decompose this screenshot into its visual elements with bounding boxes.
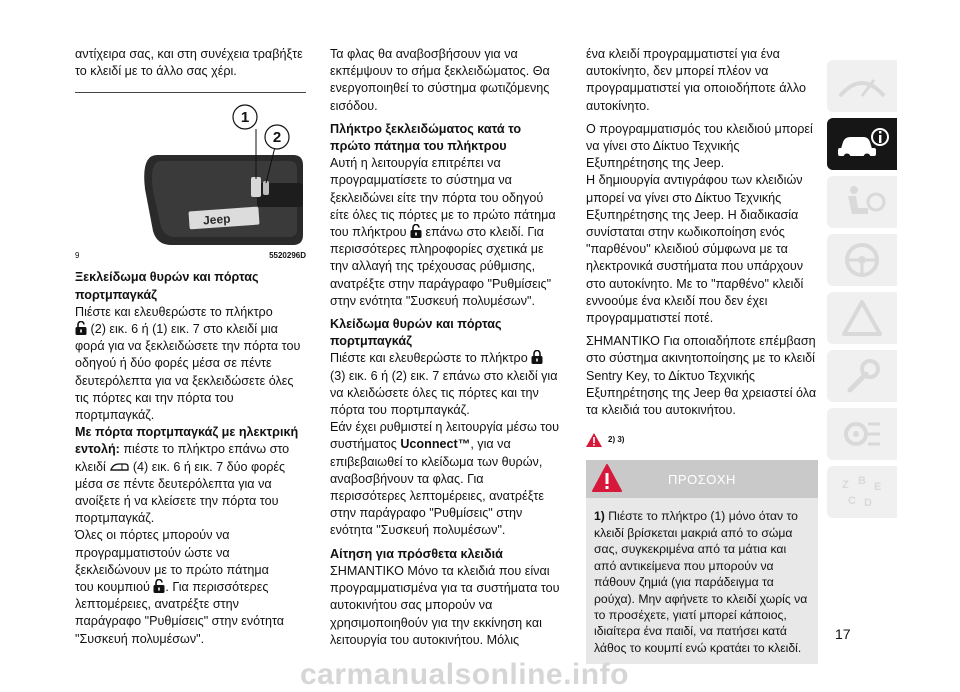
divider [75, 92, 306, 93]
index-letter: D [864, 497, 872, 509]
tab-seat-safety[interactable] [827, 176, 897, 228]
sentry-key-paragraph: ΣΗΜΑΝΤΙΚΟ Για οποιαδήποτε επέμβαση στο σύστημα ακινητοποίησης με το κλειδί Sentry Key, το Δίκτυο Τεχνικής Εξυπηρέτησης της Jeep θα χρειαστεί όλα τα κλειδιά του αυτοκινήτου. [586, 334, 817, 418]
warning-references: 2) 3) [586, 431, 818, 448]
first-press-paragraph: Αυτή η λειτουργία επιτρέπει να προγραμματίσετε το σύστημα να ξεκλειδώνει είτε την πόρτα του οδηγού είτε όλες τις πόρτες με το πρώτο πάτημα του πλήκτρου επάνω στο κλειδί. Για περισσότερες πληροφορίες σχετικά με την αλλαγή της τρέχουσας ρύθμισης, ανατρέξτε στην παράγραφο "Ρυθμίσεις" στην ενότητα "Συσκευή πολυμέσων". [330, 156, 556, 308]
warning-header [586, 460, 818, 498]
key-duplication-paragraph: Η δημιουργία αντιγράφου των κλειδιών μπορεί να γίνει στο Δίκτυο Τεχνικής Εξυπηρέτησης της Jeep. Η διαδικασία συνίσταται στην κωδικοποίηση ενός "παρθένου" κλειδιού σύμφωνα με τα ηλεκτρονικά συστήματα που υπάρχουν στο αυτοκίνητο. Με το "παρθένο" κλειδί εννοούμε ένα κλειδί που δεν έχει προγραμματιστεί ποτέ. [586, 173, 804, 326]
index-letter: E [874, 481, 882, 493]
liftgate-button-icon [109, 462, 129, 472]
index-letter: C [848, 495, 856, 507]
technical-data-icon [834, 414, 890, 454]
key-programming-paragraph: Ο προγραμματισμός του κλειδιού μπορεί να γίνει στο Δίκτυο Τεχνικής Εξυπηρέτησης της Jeep. [586, 121, 813, 171]
watermark: carmanualsonline.info [300, 658, 629, 691]
tab-dashboard[interactable] [827, 60, 897, 112]
warning-triangle-icon [592, 464, 622, 492]
tab-emergency[interactable] [827, 292, 897, 344]
warning-title: ΠΡΟΣΟΧΗ [668, 471, 736, 487]
figure-code: 5520296D [269, 251, 306, 261]
uconnect-paragraph: Εάν έχει ρυθμιστεί η λειτουργία μέσω του συστήματος Uconnect™, για να επιβεβαιωθεί το κλείδωμα των θυρών, αναβοσβήνουν τα φλας. Για περισσότερες λεπτομέρειες, ανατρέξτε στην παράγραφο "Ρυθμίσεις" στην ενότητα "Συσκευή πολυμέσων". [330, 420, 559, 538]
page-number: 17 [835, 626, 851, 642]
seat-safety-icon [834, 182, 890, 222]
column-2 [330, 46, 562, 649]
column-1 [75, 46, 306, 648]
tab-steering[interactable] [827, 234, 897, 286]
callout-2: 2 [272, 129, 282, 147]
tab-car-info[interactable] [827, 118, 897, 170]
unlock-icon [410, 224, 422, 238]
tab-index[interactable] [827, 466, 897, 518]
heading-first-press: Πλήκτρο ξεκλειδώματος κατά το πρώτο πάτημα του πλήκτρου [330, 121, 522, 154]
important-paragraph: ΣΗΜΑΝΤΙΚΟ Μόνο τα κλειδιά που είναι προγραμματισμένα για τα συστήματα του αυτοκινήτου σας μπορούν να χρησιμοποιηθούν για την εκκίνηση και λειτουργία του αυτοκινήτου. Μόλις [330, 563, 560, 647]
callout-1: 1 [240, 109, 250, 127]
dashboard-icon [834, 66, 890, 106]
unlock-icon [153, 579, 165, 593]
key-logo: Jeep [202, 211, 231, 228]
power-liftgate-paragraph: Με πόρτα πορτμπαγκάζ με ηλεκτρική εντολή: πιέστε το πλήκτρο επάνω στο κλειδί (4) εικ. 6 ή εικ. 7 δύο φορές μέσα σε πέντε δευτερόλεπτα για να ανοίξετε ή να κλείσετε την πόρτα του πορτμπαγκάζ. [75, 425, 299, 526]
intro-text: αντίχειρα σας, και στη συνέχεια τραβήξτε το κλειδί με το άλλο σας χέρι. [75, 47, 303, 79]
index-letter: B [858, 475, 866, 487]
warning-text: Πιέστε το πλήκτρο (1) μόνο όταν το κλειδί βρίσκεται μακριά από το σώμα σας, συγκεκριμένα από τα μάτια και από αντικείμενα που μπορούν να πάθουν ζημιά (για παράδειγμα τα ρούχα). Μην αφήνετε το κλειδί χωρίς να το προσέχετε, γιατί μπορεί κάποιος, ιδιαίτερα ένα παιδί, να πατήσει κατά λάθος το κουμπί ενώ κρατάει το κλειδί. [594, 509, 808, 655]
heading-unlock-doors: Ξεκλείδωμα θυρών και πόρτας πορτμπαγκάζ [75, 270, 259, 302]
column-3 [586, 46, 818, 664]
button-paragraph: του κουμπιού . Για περισσότερες λεπτομέρειες, ανατρέξτε στην παράγραφο "Ρυθμίσεις" στην ενότητα "Συσκευή πολυμέσων". [75, 580, 285, 646]
index-letter: Z [842, 479, 849, 491]
lock-icon [531, 350, 543, 364]
warning-body [586, 498, 818, 664]
figure-number: 9 [75, 251, 80, 261]
wrench-icon [834, 356, 890, 396]
tab-technical-data[interactable] [827, 408, 897, 460]
unlock-paragraph: Πιέστε και ελευθερώστε το πλήκτρο (2) εικ. 6 ή (1) εικ. 7 στο κλειδί μια φορά για να ξεκλειδώσετε την πόρτα του οδηγού ή δύο φορές μέσα σε πέντε δευτερόλεπτα για να ξεκλειδώσετε όλες τις πόρτες και την πόρτα του πορτμπαγκάζ. [75, 304, 301, 423]
car-info-icon [834, 124, 890, 164]
flash-paragraph: Τα φλας θα αναβοσβήσουν για να εκπέμψουν το σήμα ξεκλειδώματος. Θα ενεργοποιηθεί το σύστημα φωτιζόμενης εισόδου. [330, 47, 550, 113]
steering-wheel-icon [834, 240, 890, 280]
warning-triangle-icon [834, 298, 890, 338]
programmed-paragraph: ένα κλειδί προγραμματιστεί για ένα αυτοκίνητο, δεν μπορεί πλέον να προγραμματιστεί για οποιοδήποτε άλλο αυτοκίνητο. [586, 47, 806, 113]
chapter-tabs [827, 60, 897, 524]
heading-lock-doors: Κλείδωμα θυρών και πόρτας πορτμπαγκάζ [330, 317, 502, 349]
warning-triangle-icon [586, 433, 602, 447]
tab-maintenance[interactable] [827, 350, 897, 402]
warning-number: 1) [594, 509, 605, 524]
program-paragraph: Όλες οι πόρτες μπορούν να προγραμματιστούν ώστε να ξεκλειδώνουν με το πρώτο πάτημα [75, 528, 269, 577]
key-fob-illustration [75, 99, 306, 249]
figure-caption [75, 251, 306, 261]
heading-additional-keys: Αίτηση για πρόσθετα κλειδιά [330, 546, 503, 561]
warning-box [586, 460, 818, 664]
unlock-icon [75, 321, 87, 335]
index-letters-icon [834, 472, 890, 512]
key-fob-figure [75, 99, 306, 249]
lock-paragraph: Πιέστε και ελευθερώστε το πλήκτρο (3) εικ. 6 ή (2) εικ. 7 επάνω στο κλειδί για να κλειδώσετε όλες τις πόρτες και την πόρτα του πορτμπαγκάζ. [330, 351, 558, 418]
